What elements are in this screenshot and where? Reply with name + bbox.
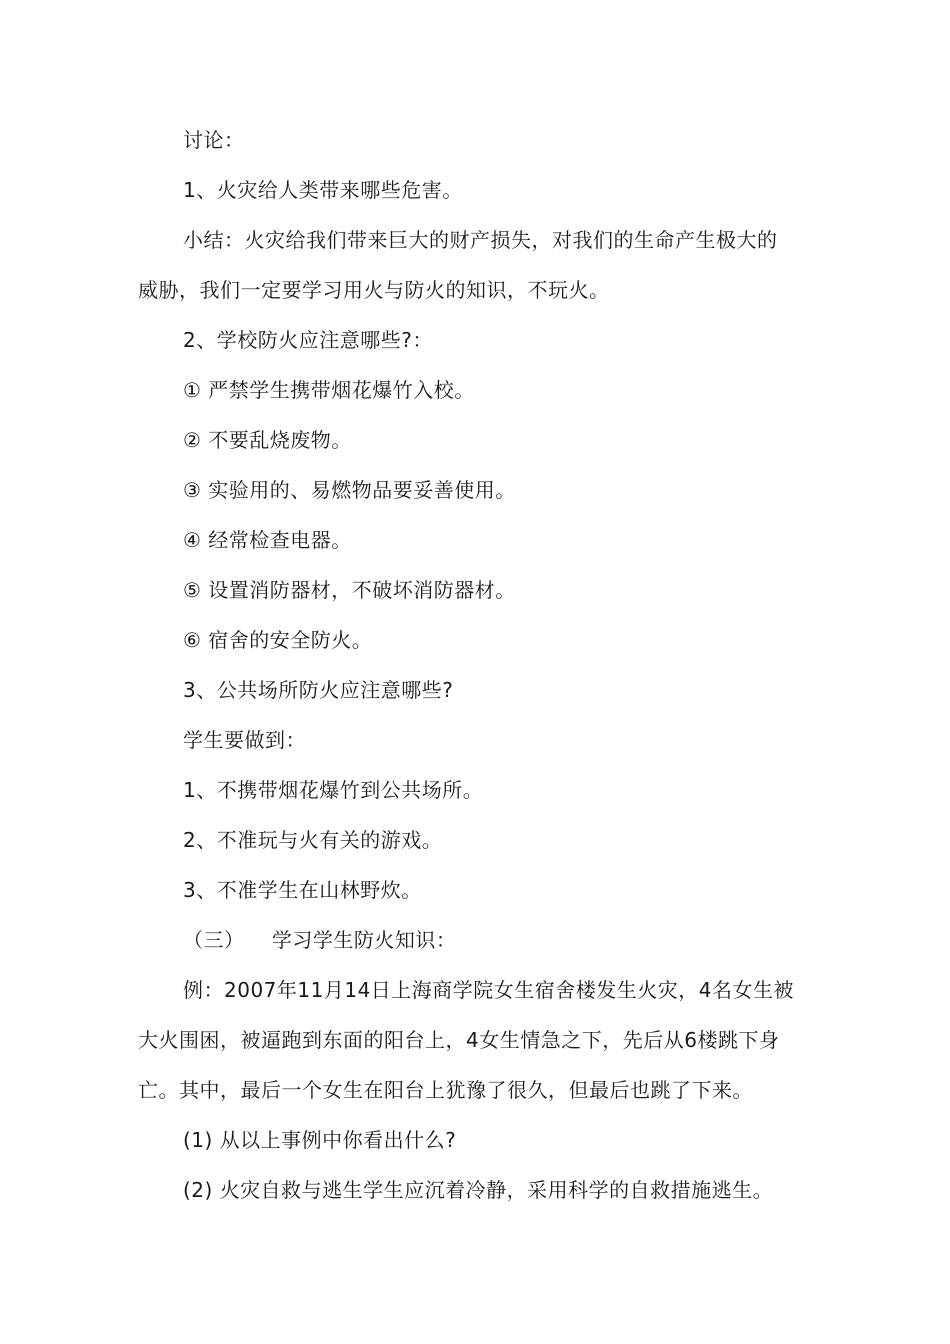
example-line-3: 亡。其中，最后一个女生在阳台上犹豫了很久，但最后也跳了下来。 bbox=[138, 1078, 753, 1102]
public-item-3: 3、不准学生在山林野炊。 bbox=[183, 878, 422, 902]
school-item-3: ③ 实验用的、易燃物品要妥善使用。 bbox=[183, 478, 516, 502]
public-item-2: 2、不准玩与火有关的游戏。 bbox=[183, 828, 443, 852]
example-line-1: 例：2007年11月14日上海商学院女生宿舍楼发生火灾，4名女生被 bbox=[183, 978, 795, 1002]
students-must-heading: 学生要做到： bbox=[183, 728, 306, 752]
question-1: 1、火灾给人类带来哪些危害。 bbox=[183, 178, 463, 202]
summary-line-1: 小结：火灾给我们带来巨大的财产损失，对我们的生命产生极大的 bbox=[183, 228, 778, 252]
sub-question-1: (1) 从以上事例中你看出什么? bbox=[183, 1128, 457, 1152]
sub-question-2: (2) 火灾自救与逃生学生应沉着冷静，采用科学的自救措施逃生。 bbox=[183, 1178, 774, 1202]
school-item-5: ⑤ 设置消防器材，不破坏消防器材。 bbox=[183, 578, 516, 602]
school-item-4: ④ 经常检查电器。 bbox=[183, 528, 352, 552]
school-item-6: ⑥ 宿舍的安全防火。 bbox=[183, 628, 373, 652]
example-line-2: 大火围困，被逼跑到东面的阳台上，4女生情急之下，先后从6楼跳下身 bbox=[138, 1028, 780, 1052]
question-2: 2、学校防火应注意哪些?： bbox=[183, 328, 433, 352]
summary-line-2: 威胁，我们一定要学习用火与防火的知识，不玩火。 bbox=[138, 278, 610, 302]
school-item-1: ① 严禁学生携带烟花爆竹入校。 bbox=[183, 378, 475, 402]
school-item-2: ② 不要乱烧废物。 bbox=[183, 428, 352, 452]
question-3: 3、公共场所防火应注意哪些? bbox=[183, 678, 454, 702]
public-item-1: 1、不携带烟花爆竹到公共场所。 bbox=[183, 778, 484, 802]
section-3-heading: （三） 学习学生防火知识： bbox=[183, 928, 457, 952]
discussion-heading: 讨论： bbox=[183, 128, 245, 152]
